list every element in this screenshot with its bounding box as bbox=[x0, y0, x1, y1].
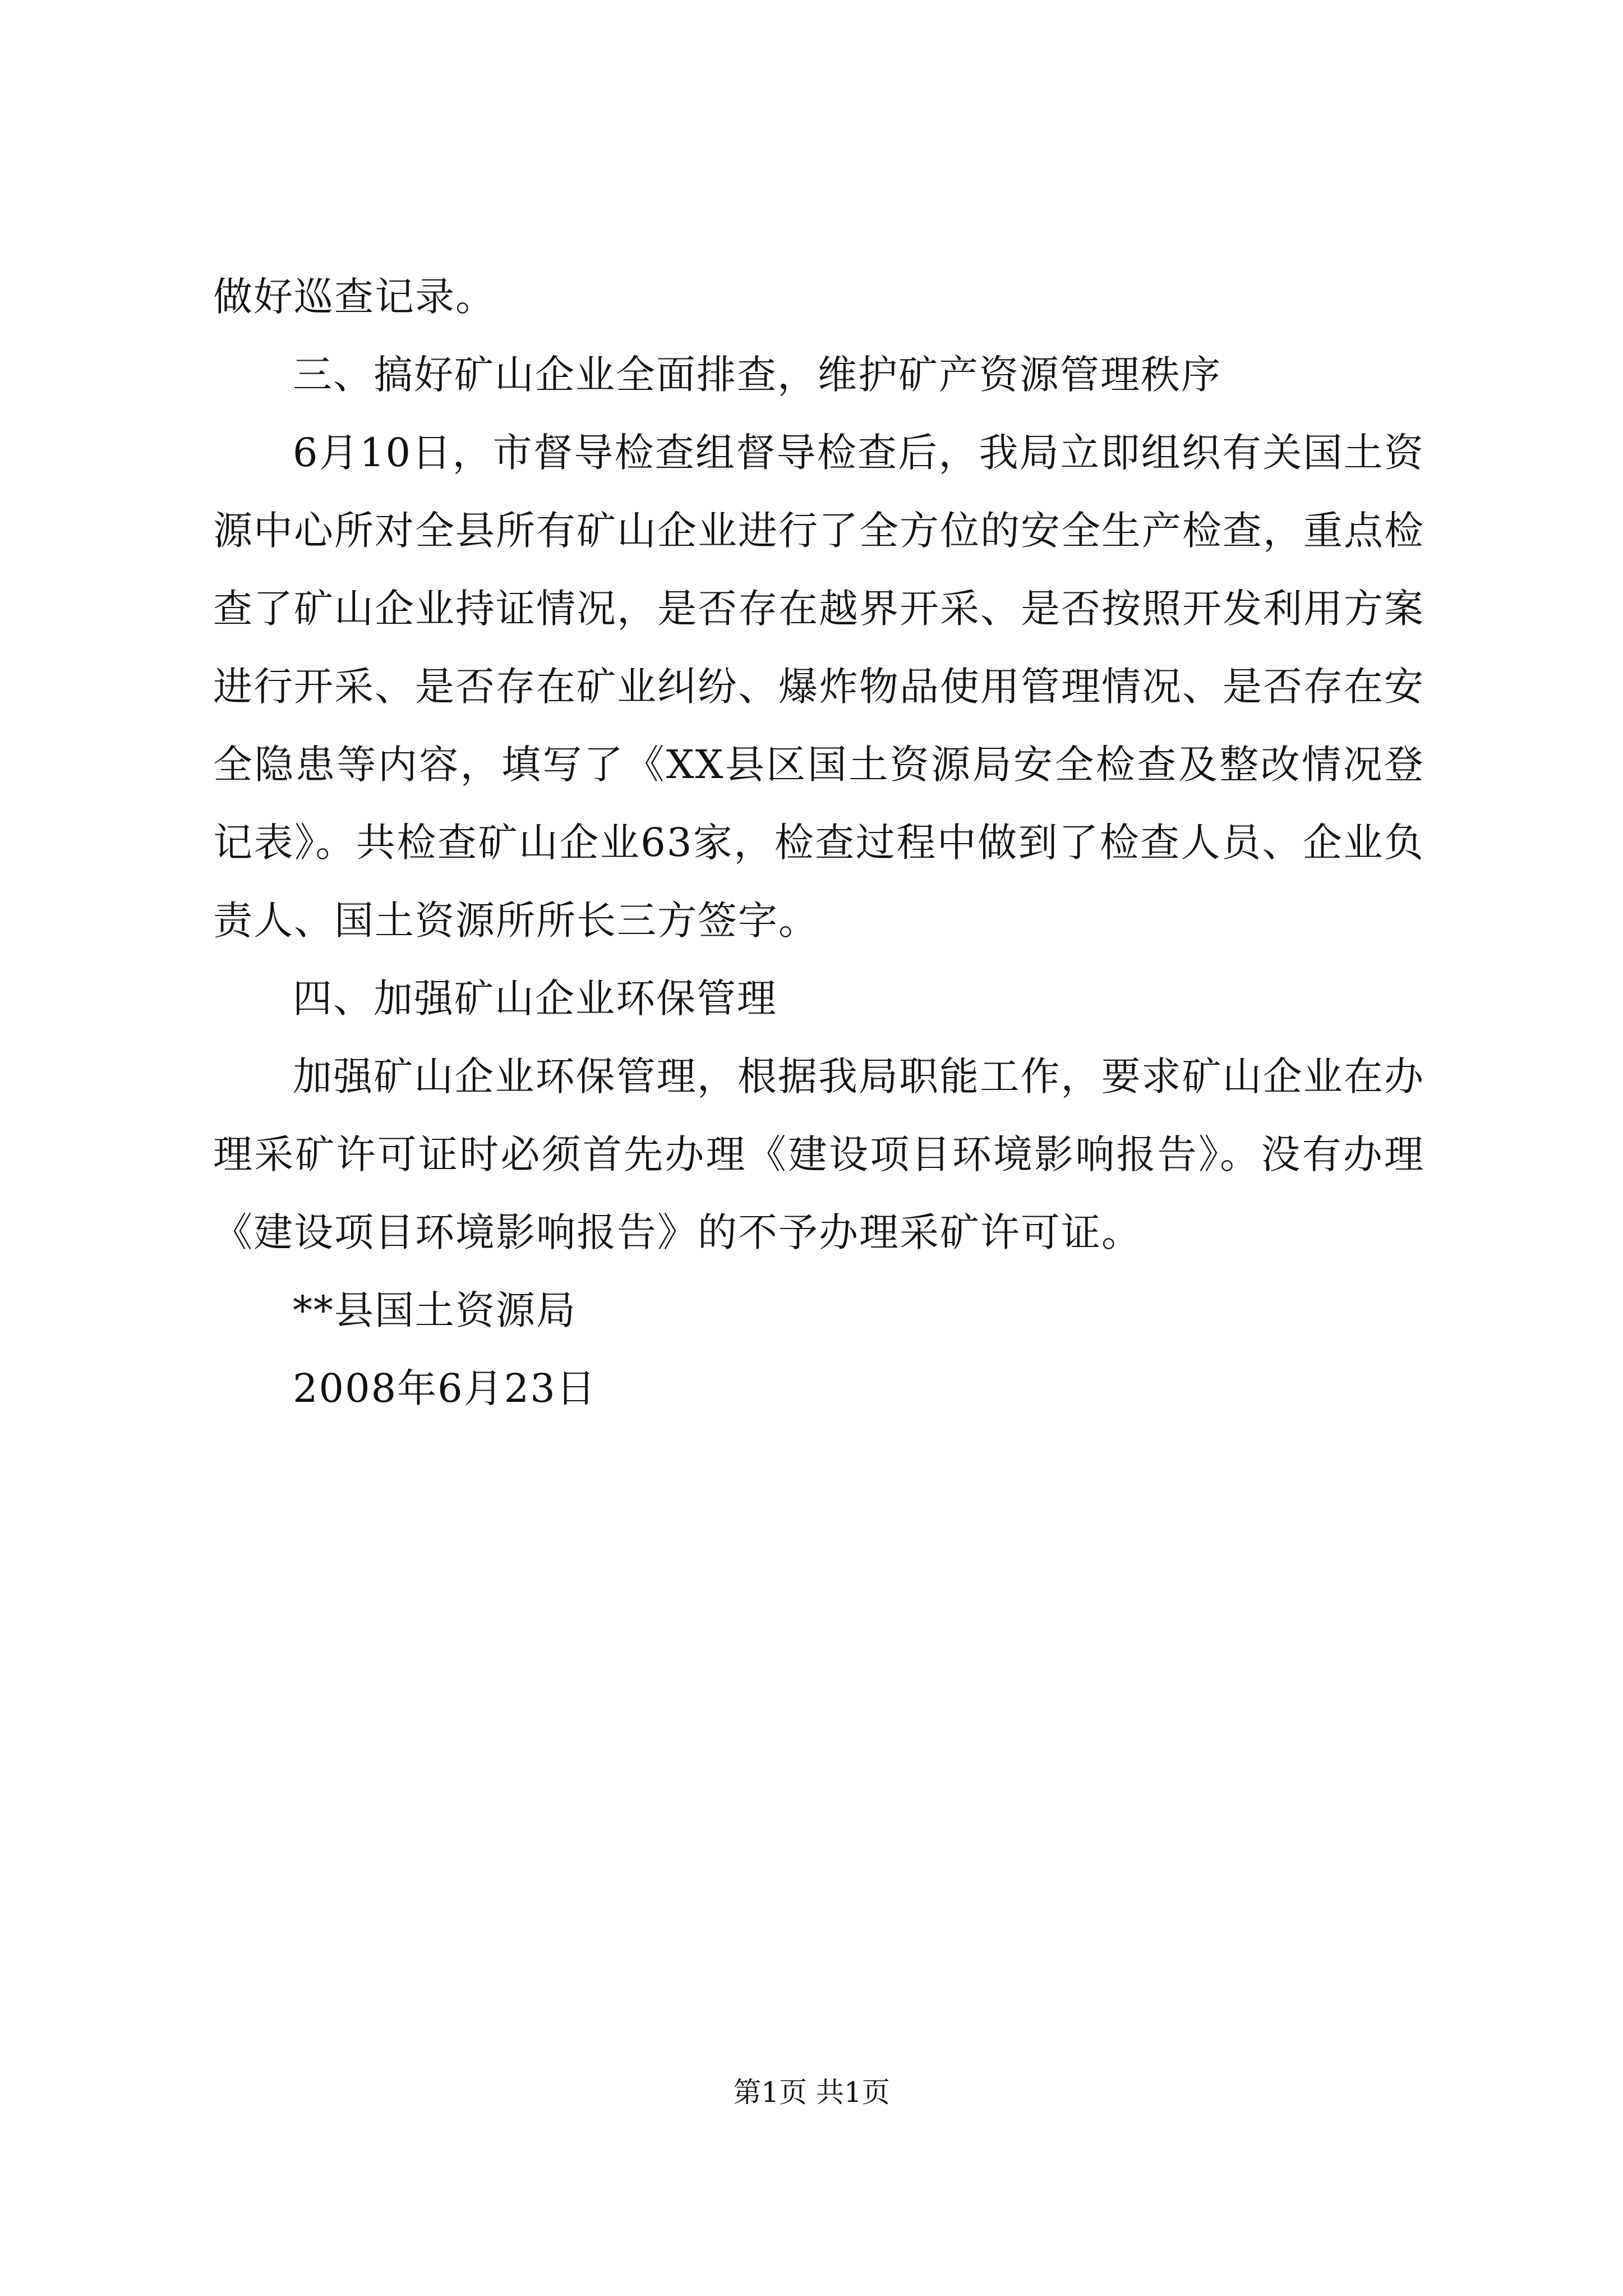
paragraph-continuation: 做好巡查记录。 bbox=[213, 274, 496, 320]
signature-organization: **县国土资源局 bbox=[293, 1287, 577, 1333]
section-heading-four: 四、加强矿山企业环保管理 bbox=[293, 976, 777, 1022]
section-heading-three: 三、搞好矿山企业全面排查，维护矿产资源管理秩序 bbox=[293, 352, 1221, 398]
paragraph-environment: 加强矿山企业环保管理，根据我局职能工作，要求矿山企业在办理采矿许可证时必须首先办理《建设项目环境影响报告》。没有办理《建设项目环境影响报告》的不予办理采矿许可证。 bbox=[213, 1053, 1424, 1255]
document-body bbox=[213, 258, 1424, 1428]
signature-date: 2008年6月23日 bbox=[293, 1365, 597, 1411]
paragraph-inspection: 6月10日，市督导检查组督导检查后，我局立即组织有关国土资源中心所对全县所有矿山企业进行了全方位的安全生产检查，重点检查了矿山企业持证情况，是否存在越界开采、是否按照开发利用方案进行开采、是否存在矿业纠纷、爆炸物品使用管理情况、是否存在安全隐患等内容，填写了《XX县区国土资源局安全检查及整改情况登记表》。共检查矿山企业63家，检查过程中做到了检查人员、企业负责人、国土资源所所长三方签字。 bbox=[213, 430, 1424, 944]
page-number-footer: 第1页 共1页 bbox=[733, 2076, 890, 2109]
